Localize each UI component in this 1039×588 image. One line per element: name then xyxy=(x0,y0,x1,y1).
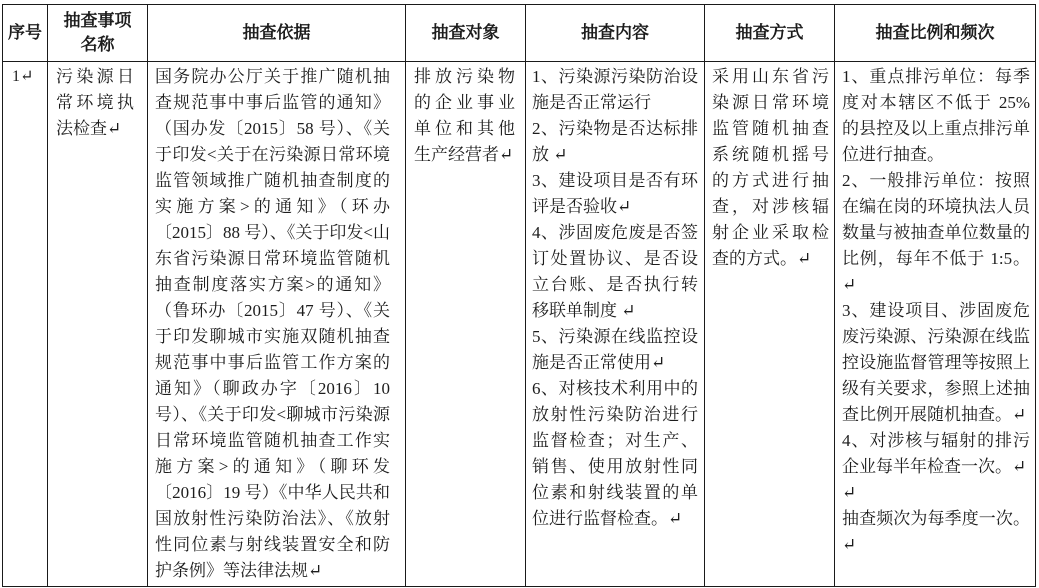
content-paragraph: 6、对核技术利用中的放射性污染防治进行监督检查；对生产、销售、使用放射性同位素和射线装置的单位进行监督检查。↵ xyxy=(532,379,698,528)
content-paragraph: 1、污染源污染防治设施是否正常运行 xyxy=(532,67,698,112)
header-row xyxy=(3,5,1036,62)
cell-inspection-content xyxy=(526,62,705,587)
ratio-frequency-paragraph: 2、一般排污单位：按照在编在岗的环境执法人员数量与被抽查单位数量的比例，每年不低于 1:5。↵ xyxy=(842,171,1030,294)
cell-inspection-basis: 国务院办公厅关于推广随机抽查规范事中事后监管的通知》（国办发〔2015〕58 号）、《关于印发<关于在污染源日常环境监管领域推广随机抽查制度的实施方案>的通知》（环办〔2015〕88 号）、《关于印发<山东省污染源日常环境监管随机抽查制度落实方案>的通知》（鲁环办〔2015〕47 号）、《关于印发聊城市实施双随机抽查规范事中事后监管工作方案的通知》（聊政办字〔2016〕10 号）、《关于印发<聊城市污染源日常环境监管随机抽查工作实施方案>的通知》（聊环发〔2016〕19 号）《中华人民共和国放射性污染防治法》、《放射性同位素与射线装置安全和防护条例》等法律法规↵ xyxy=(148,62,406,587)
cell-serial-number: 1↵ xyxy=(3,62,48,587)
ratio-frequency-paragraph: 1、重点排污单位：每季度对本辖区不低于 25%的县控及以上重点排污单位进行抽查。 xyxy=(842,67,1030,164)
cell-item-name: 污染源日常环境执法检查↵ xyxy=(48,62,148,587)
inspection-items-table xyxy=(2,4,1036,587)
ratio-frequency-paragraph: ↵ xyxy=(842,483,857,502)
cell-ratio-frequency xyxy=(835,62,1036,587)
content-paragraph: 5、污染源在线监控设施是否正常使用↵ xyxy=(532,327,698,372)
header-ratio-frequency: 抽查比例和频次 xyxy=(835,5,1036,62)
table-row xyxy=(3,62,1036,587)
header-item-name: 抽查事项名称 xyxy=(48,5,148,62)
header-serial-number: 序号 xyxy=(3,5,48,62)
header-inspection-basis: 抽查依据 xyxy=(148,5,406,62)
header-inspection-content: 抽查内容 xyxy=(526,5,705,62)
header-inspection-target: 抽查对象 xyxy=(406,5,526,62)
cell-inspection-method: 采用山东省污染源日常环境监管随机抽查系统随机摇号的方式进行抽查，对涉核辐射企业采取检查的方式。↵ xyxy=(705,62,835,587)
ratio-frequency-paragraph: 3、建设项目、涉固废危废污染源、污染源在线监控设施监督管理等按照上级有关要求，参照上述抽查比例开展随机抽查。↵ xyxy=(842,301,1030,424)
ratio-frequency-paragraph: 抽查频次为每季度一次。↵ xyxy=(842,509,1030,554)
ratio-frequency-paragraph: 4、对涉核与辐射的排污企业每半年检查一次。↵ xyxy=(842,431,1030,476)
cell-inspection-target: 排放污染物的企业事业单位和其他生产经营者↵ xyxy=(406,62,526,587)
content-paragraph: 2、污染物是否达标排放 ↵ xyxy=(532,119,698,164)
content-paragraph: 3、建设项目是否有环评是否验收↵ xyxy=(532,171,698,216)
header-inspection-method: 抽查方式 xyxy=(705,5,835,62)
content-paragraph: 4、涉固废危废是否签订处置协议、是否设立台账、是否执行转移联单制度 ↵ xyxy=(532,223,698,320)
